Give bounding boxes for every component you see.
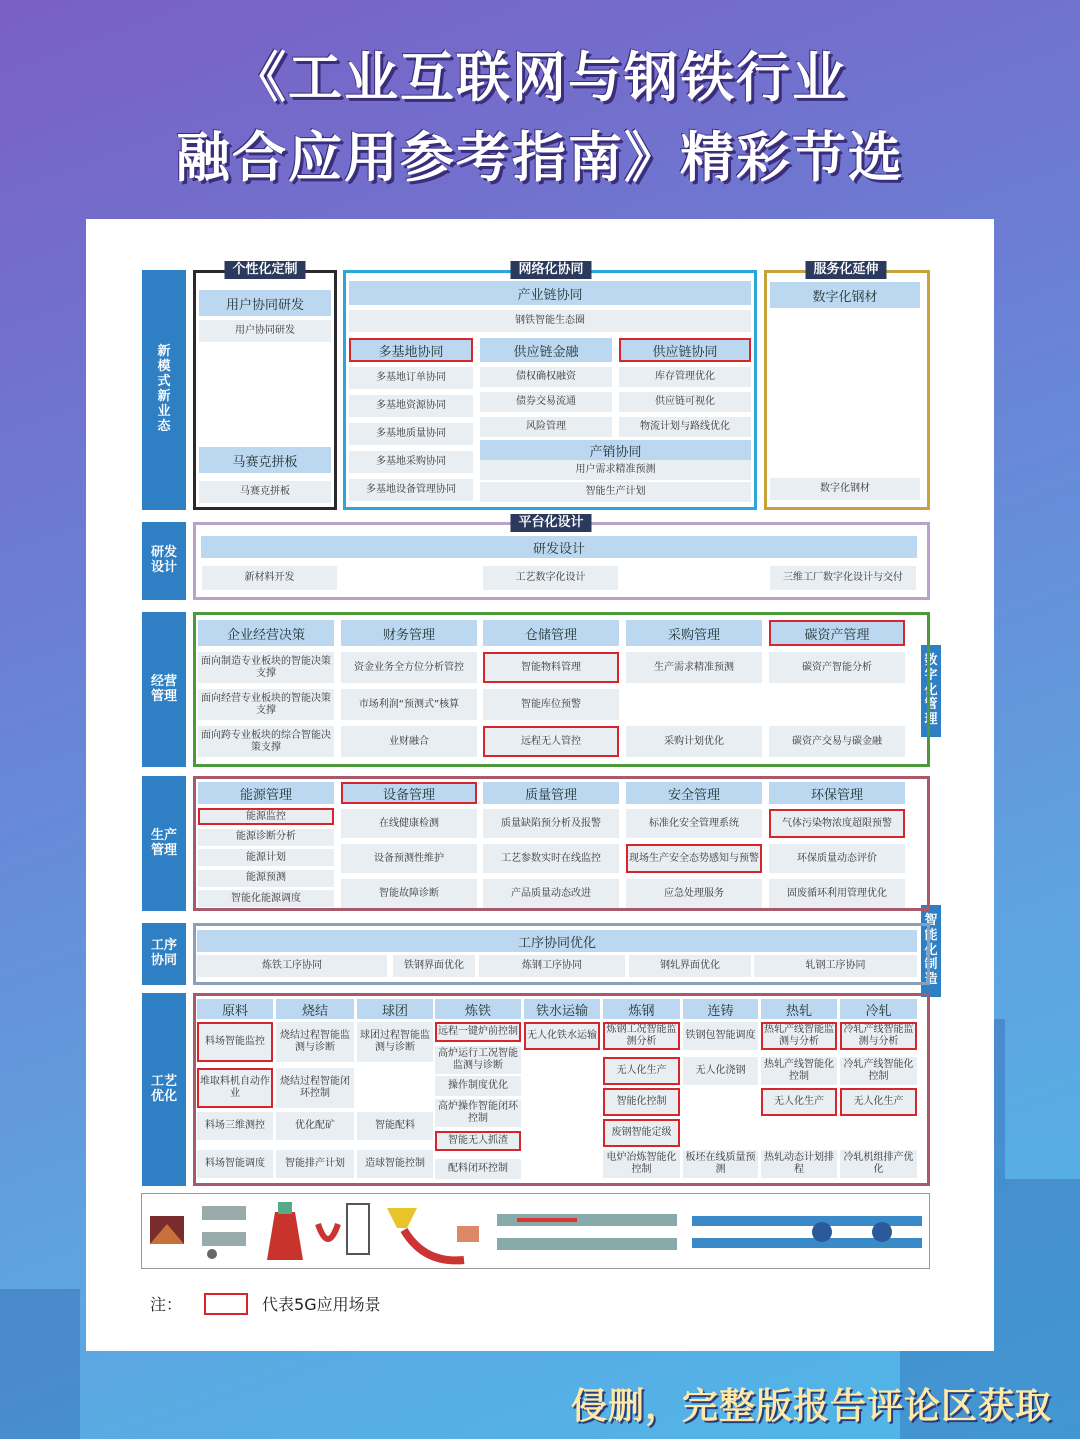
cell-mgmt: 面向经营专业板块的智能决策支撑 xyxy=(198,689,334,720)
process-flow-strip xyxy=(141,1193,930,1269)
cell-technology: 堆取料机自动作业 xyxy=(197,1068,273,1108)
header-mgmt: 碳资产管理 xyxy=(769,620,905,646)
cell-production: 智能故障诊断 xyxy=(341,879,477,908)
cell-supply-finance: 债券交易流通 xyxy=(480,392,612,412)
building-silhouette xyxy=(0,1289,80,1439)
cell-mgmt: 智能物料管理 xyxy=(483,652,619,683)
cell-technology: 废钢智能定级 xyxy=(603,1119,680,1147)
header-supply-finance: 供应链金融 xyxy=(480,338,612,362)
side-label-rd: 研发 设计 xyxy=(142,522,186,600)
side-label-new-model: 新 模 式 新 业 态 xyxy=(142,270,186,510)
cell-mgmt: 资金业务全方位分析管控 xyxy=(341,652,477,683)
footer-caption: 侵删，完整版报告评论区获取 xyxy=(570,1386,1052,1427)
cell-production: 工艺参数实时在线监控 xyxy=(483,844,619,873)
cell-technology: 料场三维测控 xyxy=(197,1112,273,1140)
cell-technology: 配料闭环控制 xyxy=(435,1159,521,1179)
cell-rd: 新材料开发 xyxy=(202,566,337,590)
cell-mgmt: 市场利润“预测式”核算 xyxy=(341,689,477,720)
cell-mgmt: 碳资产智能分析 xyxy=(769,652,905,683)
note-label: 注： xyxy=(150,1295,183,1314)
side-label-technology: 工艺 优化 xyxy=(142,993,186,1186)
cell-multi-base: 多基地订单协同 xyxy=(349,367,473,389)
cell-supply-finance: 风险管理 xyxy=(480,417,612,437)
header-industry-chain: 产业链协同 xyxy=(349,281,751,305)
header-production: 环保管理 xyxy=(769,782,905,804)
cell-technology: 无人化生产 xyxy=(761,1088,837,1116)
header-technology: 球团 xyxy=(357,999,433,1019)
cell-technology: 无人化生产 xyxy=(840,1088,917,1116)
cell-technology: 烧结过程智能监测与诊断 xyxy=(276,1022,354,1062)
cell-mgmt: 生产需求精准预测 xyxy=(626,652,762,683)
header-production: 能源管理 xyxy=(198,782,334,804)
cell-technology: 冷轧机组排产优化 xyxy=(840,1150,917,1178)
cell-mgmt: 采购计划优化 xyxy=(626,726,762,757)
cell-mgmt: 碳资产交易与碳金融 xyxy=(769,726,905,757)
cell-mgmt: 远程无人管控 xyxy=(483,726,619,757)
cell-production: 固废循环利用管理优化 xyxy=(769,879,905,908)
cell-supply-collab: 物流计划与路线优化 xyxy=(619,417,751,437)
converter-icon xyxy=(318,1204,417,1254)
cell-production: 质量缺陷预分析及报警 xyxy=(483,809,619,838)
cell-production: 智能化能源调度 xyxy=(198,890,334,907)
header-digital-steel: 数字化钢材 xyxy=(770,282,920,308)
cell-technology: 高炉操作智能闭环控制 xyxy=(435,1099,521,1127)
cell-sales-collab: 智能生产计划 xyxy=(480,482,751,502)
cell-production: 标准化安全管理系统 xyxy=(626,809,762,838)
cell-production: 设备预测性维护 xyxy=(341,844,477,873)
cell-multi-base: 多基地设备管理协同 xyxy=(349,479,473,501)
cell-production: 产品质量动态改进 xyxy=(483,879,619,908)
cell-user-collab: 用户协同研发 xyxy=(199,320,331,342)
header-production: 设备管理 xyxy=(341,782,477,804)
header-mgmt: 采购管理 xyxy=(626,620,762,646)
cell-production: 气体污染物浓度超限预警 xyxy=(769,809,905,838)
cell-technology: 冷轧产线智能化控制 xyxy=(840,1057,917,1085)
cell-technology: 操作制度优化 xyxy=(435,1076,521,1096)
cell-sales-collab: 用户需求精准预测 xyxy=(480,460,751,480)
cell-multi-base: 多基地质量协同 xyxy=(349,423,473,445)
cell-technology: 造球智能控制 xyxy=(357,1150,433,1178)
five-g-legend-swatch xyxy=(204,1293,248,1315)
cell-technology: 铁钢包智能调度 xyxy=(683,1022,758,1050)
side-label-production: 生产 管理 xyxy=(142,776,186,911)
cell-mosaic: 马赛克拼板 xyxy=(199,481,331,503)
cell-rd: 三维工厂数字化设计与交付 xyxy=(770,566,916,590)
cell-technology: 球团过程智能监测与诊断 xyxy=(357,1022,433,1062)
cell-process: 炼钢工序协同 xyxy=(479,955,625,977)
cell-technology: 料场智能监控 xyxy=(197,1022,273,1062)
cell-mgmt: 业财融合 xyxy=(341,726,477,757)
cell-technology: 智能配料 xyxy=(357,1112,433,1140)
cell-supply-finance: 债权确权融资 xyxy=(480,367,612,387)
header-technology: 铁水运输 xyxy=(524,999,600,1019)
sinter-icon xyxy=(202,1206,246,1259)
header-technology: 烧结 xyxy=(276,999,354,1019)
cell-supply-collab: 供应链可视化 xyxy=(619,392,751,412)
cell-technology: 智能化控制 xyxy=(603,1088,680,1116)
cell-technology: 烧结过程智能闭环控制 xyxy=(276,1068,354,1108)
header-user-collab: 用户协同研发 xyxy=(199,290,331,316)
blast-furnace-icon xyxy=(267,1202,303,1260)
cell-mgmt: 智能库位预警 xyxy=(483,689,619,720)
steel-process-icons xyxy=(142,1194,931,1270)
header-rd: 研发设计 xyxy=(201,536,917,558)
header-technology: 连铸 xyxy=(683,999,758,1019)
cell-technology: 优化配矿 xyxy=(276,1112,354,1140)
header-multi-base: 多基地协同 xyxy=(349,338,473,362)
cell-production: 应急处理服务 xyxy=(626,879,762,908)
tag-platform: 平台化设计 xyxy=(510,514,591,532)
cell-production: 现场生产安全态势感知与预警 xyxy=(626,844,762,873)
raw-material-icon xyxy=(150,1216,184,1244)
legend-note xyxy=(150,1292,381,1315)
cell-technology: 冷轧产线智能监测与分析 xyxy=(840,1022,917,1050)
title-line-2: 融合应用参考指南》精彩节选 xyxy=(176,126,904,189)
cell-digital-steel: 数字化钢材 xyxy=(770,478,920,500)
cell-technology: 炼钢工况智能监测分析 xyxy=(603,1022,680,1050)
cell-process: 炼铁工序协同 xyxy=(197,955,387,977)
cell-technology: 热轧产线智能监测与分析 xyxy=(761,1022,837,1050)
header-technology: 热轧 xyxy=(761,999,837,1019)
header-mgmt: 企业经营决策 xyxy=(198,620,334,646)
note-legend-text: 代表5G应用场景 xyxy=(262,1295,381,1314)
cell-technology: 板坯在线质量预测 xyxy=(683,1150,758,1178)
cell-production: 在线健康检测 xyxy=(341,809,477,838)
cell-technology: 热轧动态计划排程 xyxy=(761,1150,837,1178)
side-label-management: 经营 管理 xyxy=(142,612,186,767)
header-technology: 冷轧 xyxy=(840,999,917,1019)
cell-technology: 热轧产线智能化控制 xyxy=(761,1057,837,1085)
cell-technology: 高炉运行工况智能监测与诊断 xyxy=(435,1046,521,1074)
cell-eco: 钢铁智能生态圈 xyxy=(349,310,751,332)
cell-multi-base: 多基地资源协同 xyxy=(349,395,473,417)
cell-technology: 无人化浇钢 xyxy=(683,1057,758,1085)
title-line-1: 《工业互联网与钢铁行业 xyxy=(232,46,848,109)
hot-rolling-icon xyxy=(457,1214,677,1250)
cell-production: 能源计划 xyxy=(198,849,334,866)
cell-technology: 智能无人抓渣 xyxy=(435,1131,521,1151)
cell-process: 铁钢界面优化 xyxy=(393,955,475,977)
cell-rd: 工艺数字化设计 xyxy=(483,566,618,590)
cell-technology: 电炉冶炼智能化控制 xyxy=(603,1150,680,1178)
header-process: 工序协同优化 xyxy=(197,930,917,952)
header-technology: 炼钢 xyxy=(603,999,680,1019)
side-label-digital: 数 字 化 管 理 xyxy=(921,645,941,737)
cell-process: 钢轧界面优化 xyxy=(629,955,751,977)
side-label-process: 工序 协同 xyxy=(142,923,186,985)
cell-production: 能源监控 xyxy=(198,808,334,825)
cell-production: 能源预测 xyxy=(198,870,334,887)
cell-technology: 无人化铁水运输 xyxy=(524,1022,600,1050)
header-technology: 炼铁 xyxy=(435,999,521,1019)
side-label-smart: 智 能 化 制 造 xyxy=(921,905,941,997)
header-supply-collab: 供应链协同 xyxy=(619,338,751,362)
cell-technology: 料场智能调度 xyxy=(197,1150,273,1178)
cell-mgmt: 面向跨专业板块的综合智能决策支撑 xyxy=(198,726,334,757)
cell-multi-base: 多基地采购协同 xyxy=(349,451,473,473)
cell-technology: 无人化生产 xyxy=(603,1057,680,1085)
cell-process: 轧钢工序协同 xyxy=(754,955,917,977)
header-mgmt: 财务管理 xyxy=(341,620,477,646)
header-mgmt: 仓储管理 xyxy=(483,620,619,646)
tag-service: 服务化延伸 xyxy=(805,261,886,279)
cell-production: 能源诊断分析 xyxy=(198,829,334,846)
tag-network: 网络化协同 xyxy=(510,261,591,279)
cell-mgmt: 面向制造专业板块的智能决策支撑 xyxy=(198,652,334,683)
header-technology: 原料 xyxy=(197,999,273,1019)
header-production: 质量管理 xyxy=(483,782,619,804)
header-sales-collab: 产销协同 xyxy=(480,440,751,460)
cell-technology: 远程一键炉前控制 xyxy=(435,1022,521,1042)
tag-personalization: 个性化定制 xyxy=(224,261,305,279)
header-production: 安全管理 xyxy=(626,782,762,804)
cell-technology: 智能排产计划 xyxy=(276,1150,354,1178)
cell-production: 环保质量动态评价 xyxy=(769,844,905,873)
caster-icon xyxy=(404,1230,464,1260)
header-mosaic: 马赛克拼板 xyxy=(199,447,331,473)
cold-rolling-icon xyxy=(692,1216,922,1248)
cell-supply-collab: 库存管理优化 xyxy=(619,367,751,387)
